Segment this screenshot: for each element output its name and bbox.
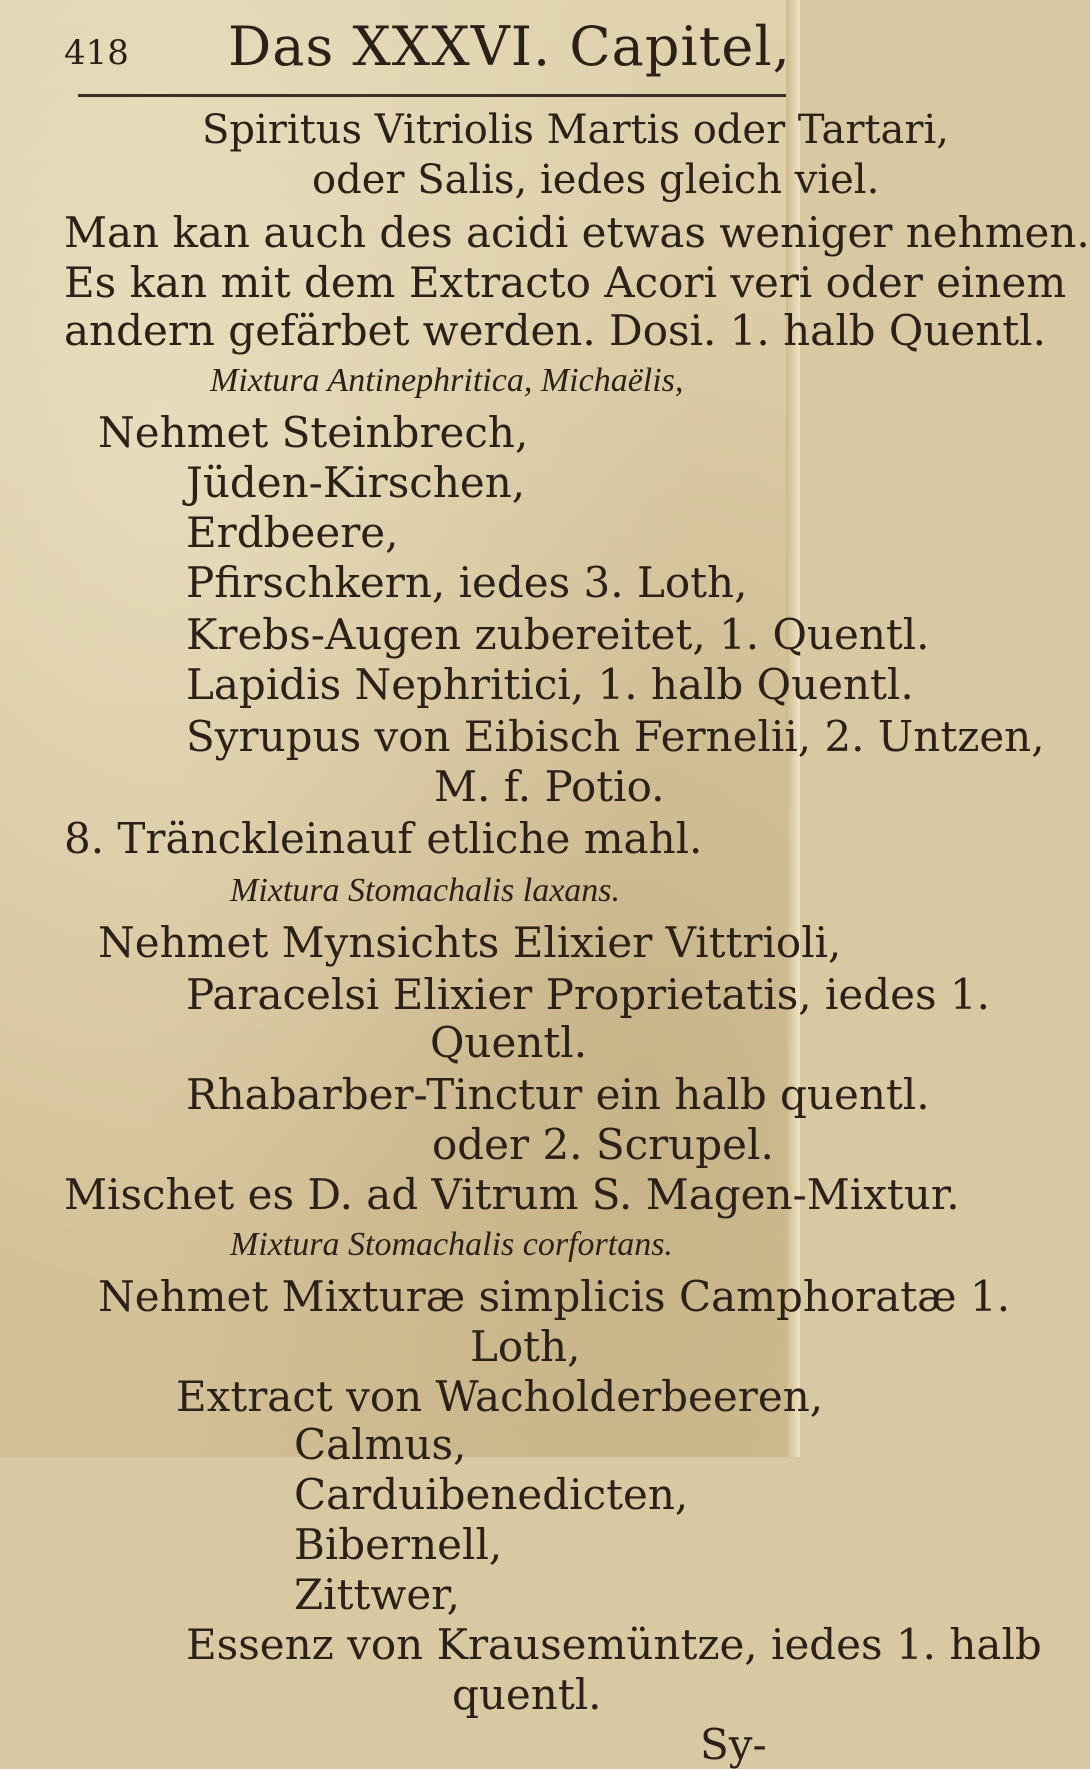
recipe-title: Mixtura Antinephritica, Michaëlis, bbox=[210, 362, 684, 399]
text-line: M. f. Potio. bbox=[434, 762, 665, 811]
recipe-title: Mixtura Stomachalis corfortans. bbox=[230, 1226, 673, 1263]
text-line: Krebs-Augen zubereitet, 1. Quentl. bbox=[186, 610, 930, 659]
text-line: Bibernell, bbox=[294, 1520, 503, 1569]
text-line: Man kan auch des acidi etwas weniger nehmen. bbox=[64, 208, 1090, 257]
text-line: Extract von Wacholderbeeren, bbox=[176, 1372, 824, 1421]
text-line: Calmus, bbox=[294, 1420, 467, 1469]
running-head: Das XXXVI. Capitel, bbox=[228, 15, 791, 78]
recipe-title: Mixtura Stomachalis laxans. bbox=[230, 872, 621, 909]
text-line: Syrupus von Eibisch Fernelii, 2. Untzen, bbox=[186, 712, 1045, 761]
text-line: Nehmet Mixturæ simplicis Camphoratæ 1. bbox=[98, 1272, 1011, 1321]
text-line: 8. Tränckleinauf etliche mahl. bbox=[64, 814, 703, 863]
text-line: Loth, bbox=[470, 1322, 581, 1371]
text-line: Essenz von Krausemüntze, iedes 1. halb bbox=[186, 1620, 1042, 1669]
text-line: Nehmet Steinbrech, bbox=[98, 408, 529, 457]
text-line: Mischet es D. ad Vitrum S. Magen-Mixtur. bbox=[64, 1170, 960, 1219]
text-line: Nehmet Mynsichts Elixier Vittrioli, bbox=[98, 918, 842, 967]
text-line: Rhabarber-Tinctur ein halb quentl. bbox=[186, 1070, 930, 1119]
text-line: Jüden-Kirschen, bbox=[186, 458, 526, 507]
text-line: oder Salis, iedes gleich viel. bbox=[312, 157, 880, 203]
catchword: Sy- bbox=[700, 1720, 767, 1769]
text-line: quentl. bbox=[452, 1670, 602, 1719]
text-line: Erdbeere, bbox=[186, 508, 399, 557]
text-line: Zittwer, bbox=[294, 1570, 460, 1619]
text-line: oder 2. Scrupel. bbox=[432, 1120, 774, 1169]
text-line: Spiritus Vitriolis Martis oder Tartari, bbox=[202, 107, 949, 153]
text-line: Paracelsi Elixier Proprietatis, iedes 1. bbox=[186, 970, 990, 1019]
text-line: Pfirschkern, iedes 3. Loth, bbox=[186, 558, 748, 607]
text-line: Quentl. bbox=[430, 1018, 588, 1067]
header-rule bbox=[78, 94, 786, 97]
text-line: Es kan mit dem Extracto Acori veri oder einem bbox=[64, 258, 1067, 307]
text-line: Carduibenedicten, bbox=[294, 1470, 689, 1519]
text-line: Lapidis Nephritici, 1. halb Quentl. bbox=[186, 660, 914, 709]
page-number: 418 bbox=[64, 33, 129, 73]
text-line: andern gefärbet werden. Dosi. 1. halb Quentl. bbox=[64, 306, 1046, 355]
